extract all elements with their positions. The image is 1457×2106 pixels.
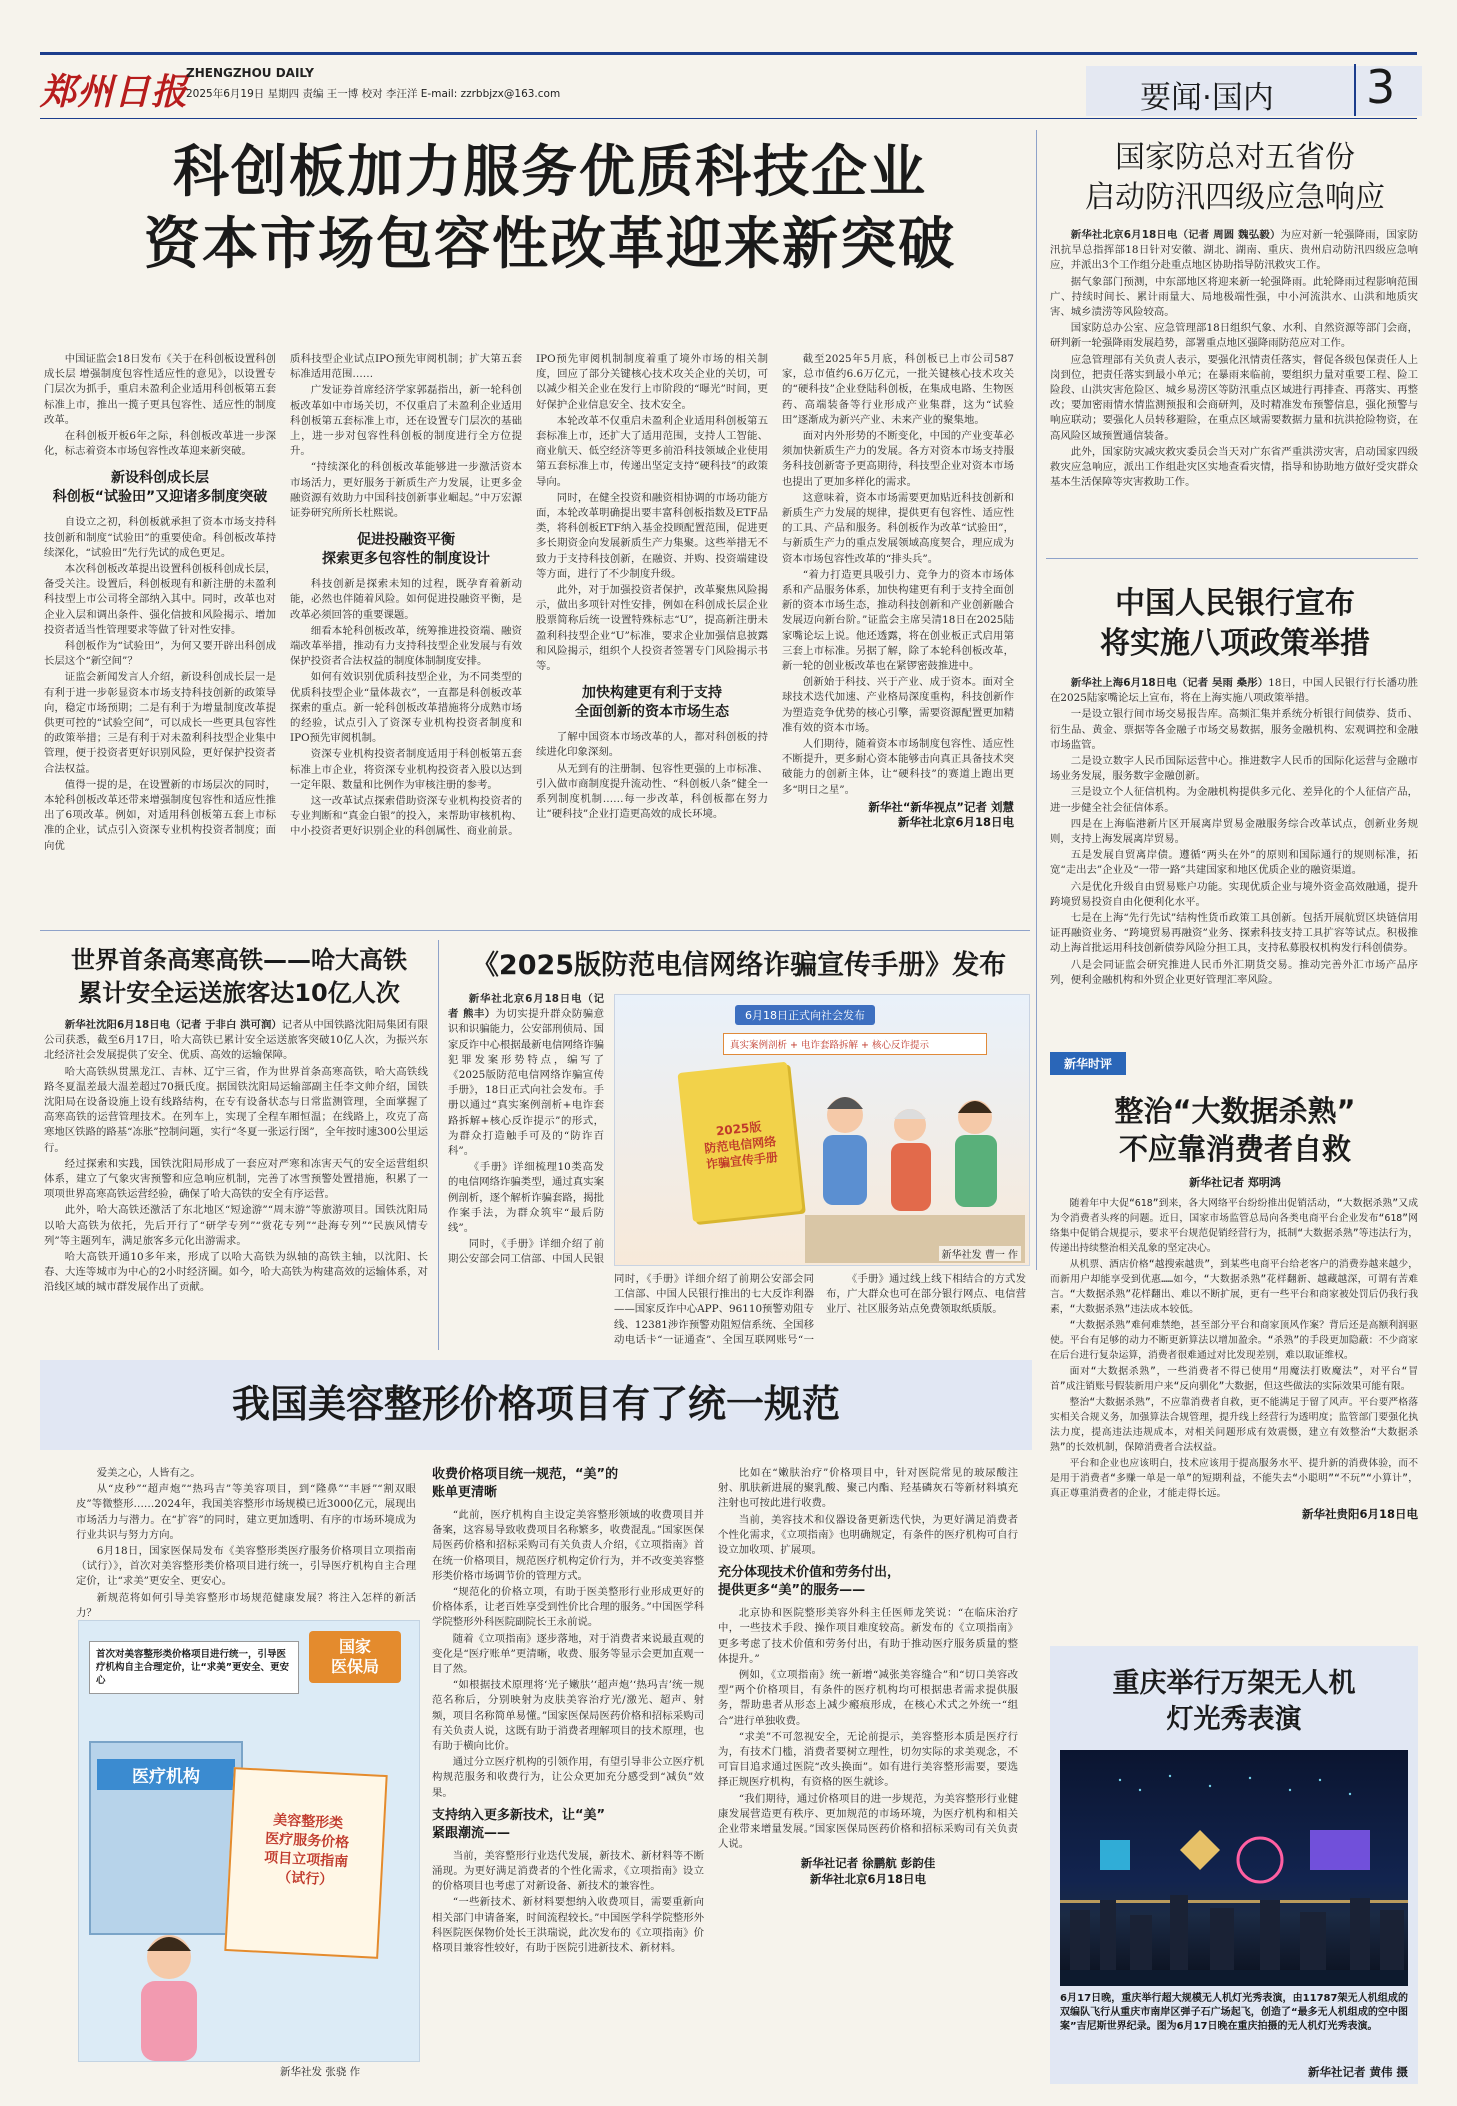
railway-headline-line2: 累计安全运送旅客达10亿人次 [78, 979, 400, 1007]
railway-dateline: 新华社沈阳6月18日电 [64, 1019, 171, 1031]
lead-col2-p1: 质科技型企业试点IPO预先审阅机制；扩大第五套标准适用范围…… [290, 353, 522, 381]
railway-lead-text: 记者从中国铁路沈阳局集团有限公司获悉，截至6月17日，哈大高铁已累计安全运送旅客突破10亿人次，为振兴东北经济社会发展提供了安全、优质、高效的运输保障。 [44, 1019, 428, 1062]
lead-col3-p5: 了解中国资本市场改革的人，都对科创板的持续进化印象深刻。 [536, 731, 768, 759]
lead-headline-line1: 科创板加力服务优质科技企业 [173, 140, 927, 205]
lead-col1-p1: 自设立之初，科创板就承担了资本市场支持科技创新和制度“试验田”的重要使命。科创板改革持续深化，“试验田”先行先试的成色更足。 [44, 516, 276, 559]
beauty-col2-p6: 当前，美容整形行业迭代发展，新技术、新材料等不断涌现。为更好满足消费者的个性化需求，《立项指南》设立的价格项目也考虑了对新设备、新技术的兼容性。 [432, 1849, 704, 1893]
pboc-dateline: 新华社上海6月18日电 [1070, 677, 1177, 689]
beauty-col3-p1: 比如在“嫩肤治疗”价格项目中，针对医院常见的玻尿酸注射、肌肤新进展的聚乳酸、聚己内酯、羟基磷灰石等新材料填充注射也可按此进行收费。 [718, 1467, 1018, 1510]
beauty-intro-p3: 6月18日，国家医保局发布《美容整形类医疗服务价格项目立项指南（试行）》，首次对美容整形类价格项目进行统一，引导医疗机构自主合理定价，让“求美”更安全、更安心。 [76, 1545, 416, 1588]
top-rule [40, 52, 1417, 55]
beauty-col3-p2: 当前，美容技术和仪器设备更新迭代快，为更好满足消费者个性化需求，《立项指南》也明确规定，有条件的医疗机构可自行设立加收项、扩展项。 [718, 1513, 1018, 1557]
railway-divider [438, 940, 439, 1350]
lead-credit-reporter: 新华社“新华视点”记者 刘慧 [868, 799, 1014, 814]
commentary-credit: 新华社贵阳6月18日电 [1301, 1507, 1418, 1521]
commentary-p2: 从机票、酒店价格“越搜索越贵”，到某些电商平台给老客户的消费券越来越少，而新用户却能享受到优惠……如今，“大数据杀熟”花样翻新、越藏越深，可谓有苦难言。“大数据杀熟”花样翻出、难以不断扩展，更有一些平台和商家被处罚后仍我行我素，“大数据杀熟”违法成本较低。 [1050, 1259, 1418, 1315]
flood-bottom-rule [1046, 558, 1418, 559]
railway-p4: 此外，哈大高铁还激活了东北地区“短途游”“周末游”等旅游项目。国铁沈阳局以哈大高铁为依托，先后开行了“研学专列”“赏花专列”“赴海专列”“民族风情专列”等主题列车，满足旅客多元化出游需求。 [44, 1204, 428, 1247]
fraud-illus-banner: 6月18日正式向社会发布 [735, 1005, 875, 1025]
beauty-col3-p6: “我们期待，通过价格项目的进一步规范，为美容整形行业健康发展营造更有秩序、更加规范的市场环境，为医疗机构和相关企业带来增量发展。”国家医保局医药价格和招标采购司有关负责人说。 [718, 1792, 1018, 1851]
beauty-col3-p3: 北京协和医院整形美容外科主任医师龙笑说：“在临床治疗中，一些技术手段、操作项目难度较高。新发布的《立项指南》更多考虑了技术价值和劳务付出，有助于推动医疗服务质量的整体提升。” [718, 1607, 1018, 1665]
beauty-intro [76, 1466, 416, 1622]
beauty-illus-document-title: 美容整形类 医疗服务价格 项目立项指南 （试行） [263, 1812, 350, 1889]
lead-col4-p2: 面对内外形势的不断变化，中国的产业变革必须加快新质生产力的发展。各方对资本市场支持服务科技创新寄予更高期待，科技型企业对资本市场也提出了更加多样化的需求。 [782, 430, 1014, 488]
beauty-intro-p2: 从“皮秒”“超声炮”“热玛吉”等美容项目，到“隆鼻”“丰唇”“割双眼皮”等微整形……2024年，我国美容整形市场规模已近3000亿元，展现出市场活力与潜力。在“扩容”的同时，建立更加透明、有序的市场环境成为行业共识与努力方向。 [76, 1483, 416, 1541]
fraud-illustration [614, 994, 1030, 1266]
pboc-p5: 四是在上海临港新片区开展离岸贸易金融服务综合改革试点，创新业务规则，支持上海发展离岸贸易。 [1050, 817, 1418, 846]
flood-headline-line1: 国家防总对五省份 [1115, 140, 1355, 175]
beauty-col3-p4: 例如，《立项指南》统一新增“减张美容缝合”和“切口美容改型”两个价格项目，有条件的医疗机构均可根据患者需求提供服务，帮助患者从形态上减少瘢痕形成，在核心术式之外统一“组合”进行单独收费。 [718, 1669, 1018, 1727]
flood-lead-text: 为应对新一轮强降雨，国家防汛抗旱总指挥部18日针对安徽、湖北、湖南、重庆、贵州启动防汛四级应急响应，并派出3个工作组分赴重点地区协助指导防汛救灾工作。 [1050, 229, 1419, 272]
flood-p3: 国家防总办公室、应急管理部18日组织气象、水利、自然资源等部门会商，研判新一轮强降雨发展趋势，部署重点地区强降雨防范应对工作。 [1050, 322, 1418, 350]
lead-subhead-1: 新设科创成长层 科创板“试验田”又迎诸多制度突破 [52, 470, 268, 506]
fraud-body-col1 [448, 992, 604, 1268]
column-divider-right [1036, 130, 1037, 1270]
fraud-illus-book [677, 1062, 802, 1223]
beauty-illus-building-label: 医疗机构 [97, 1759, 235, 1790]
lead-col3-p1: IPO预先审阅机制制度着重了境外市场的相关制度，回应了部分关键核心技术攻关企业的关切，可以减少相关企业在发行上市阶段的“曝光”时间，更好保护企业信息安全、技术安全。 [536, 353, 768, 411]
railway-body [44, 1018, 428, 1297]
lead-subhead-2: 促进投融资平衡 探索更多包容性的制度设计 [322, 532, 490, 568]
flood-body [1050, 228, 1418, 491]
flood-p2: 据气象部门预测，中东部地区将迎来新一轮强降雨。此轮降雨过程影响范围广、持续时间长、累计雨量大、局地极端性强，中小河流洪水、山洪和地质灾害、城乡渍涝等风险较高。 [1050, 275, 1418, 319]
beauty-credit-reporters: 新华社记者 徐鹏航 彭韵佳 [800, 1856, 936, 1871]
railway-p2: 哈大高铁纵贯黑龙江、吉林、辽宁三省，作为世界首条高寒高铁，哈大高铁线路冬夏温差最大温差超过70摄氏度。据国铁沈阳局运输部副主任李文帅介绍，国铁沈阳局在设备设施上设有线路结构，在专有设备状态与日常监测管理，全面掌握了高寒高铁的运营管理技术。在列车上，实现了全程车厢恒温；在线路上，攻克了高寒地区铁路的路基“冻胀”控制问题，实行“冬夏一张运行图”，全年按时速300公里运行。 [44, 1065, 428, 1154]
beauty-col2-p4: “如根据技术原理将‘光子嫩肤’‘超声炮’‘热玛吉’统一规范名称后，分别映射为皮肤美容治疗光/激光、超声、射频，项目名称简单易懂。”国家医保局医药价格和招标采购司有关负责人说，这既有助于消费者理解项目的技术原理，也有助于横向比价。 [432, 1679, 704, 1753]
commentary-p1: 随着年中大促“618”到来，各大网络平台纷纷推出促销活动，“大数据杀熟”又成为令消费者头疼的问题。近日，国家市场监管总局向各类电商平台企业发布“618”网络集中促销合规提示，要求平台规范促销经营行为，抵制“大数据杀熟”等违法行为，传递出持续整治相关乱象的坚定决心。 [1050, 1198, 1418, 1254]
lead-col3-p4: 此外，对于加强投资者保护，改革聚焦风险揭示，做出多项针对性安排，例如在科创成长层企业股票简称后统一设置特殊标志“U”，提高新注册未盈利科技型企业“U”标准，要求企业加强信息披露和风险揭示，组织个人投资者签署专门风险揭示书等。 [536, 584, 768, 673]
fraud-dateline: 新华社北京6月18日电 [468, 993, 583, 1005]
lead-col3-p2: 本轮改革不仅重启未盈利企业适用科创板第五套标准上市，还扩大了适用范围，支持人工智能、商业航天、低空经济等更多前沿科技领域企业使用第五套标准上市，传递出坚定支持“硬科技”的政策导向。 [536, 414, 768, 488]
drone-headline-line1: 重庆举行万架无人机 [1112, 1668, 1356, 1699]
lead-col2-p4: 科技创新是探索未知的过程，既孕育着新动能，必然也伴随着风险。如何促进投融资平衡，是改革必须回答的重要课题。 [290, 578, 522, 621]
drone-photo [1060, 1750, 1408, 1986]
fraud-p1 [448, 992, 604, 1159]
pboc-p3: 二是设立数字人民币国际运营中心。推进数字人民币的国际化运营与金融市场业务发展，服务数字金融创新。 [1050, 755, 1418, 783]
fraud-p2: 《手册》详细梳理10类高发的电信网络诈骗类型，通过真实案例剖析，逐个解析诈骗套路，揭批作案手法，为群众筑牢“最后防线”。 [448, 1161, 604, 1235]
lead-col3-p3: 同时，在健全投资和融资相协调的市场功能方面，本轮改革明确提出要丰富科创板指数及ETF品类，将科创板ETF纳入基金投顾配置范围，促进更多长期资金向发展新质生产力集聚。这些举措无不致力于支持科技创新，在融资、并购、投资端建设等方面，进行了不少制度升级。 [536, 491, 768, 580]
lead-credit-dateline: 新华社北京6月18日电 [897, 815, 1014, 830]
beauty-illus-note: 首次对美容整形类价格项目进行统一，引导医疗机构自主合理定价，让“求美”更安全、更安心 [89, 1641, 299, 1694]
lead-col-3 [536, 352, 768, 823]
lead-col1-p2: 本次科创板改革提出设置科创板科创成长层，备受关注。设置后，科创板现有和新注册的未盈利科技型上市公司将全部纳入其中。同时，改革也对企业入层和调出条件、强化信披和风险揭示、增加投资者适当性管理要求等做了针对性安排。 [44, 563, 276, 636]
lead-col-1 [44, 352, 276, 855]
lead-bottom-rule [40, 930, 1030, 931]
fraud-illus-tags: 真实案例剖析 + 电诈套路拆解 + 核心反诈提示 [723, 1033, 987, 1055]
fraud-p3: 同时，《手册》详细介绍了前期公安部会同工信部、中国人民银 [448, 1238, 604, 1266]
pboc-reporters: （记者 吴雨 桑彤） [1176, 677, 1269, 689]
fraud-illus-credit: 新华社发 曹一 作 [939, 1246, 1021, 1261]
pboc-p6: 五是发展自贸离岸债。遵循“两头在外”的原则和国际通行的规则标准，拓宽“走出去”企业及“一带一路”共建国家和地区优质企业的融资渠道。 [1050, 849, 1418, 877]
pboc-headline-line2: 将实施八项政策举措 [1100, 626, 1370, 661]
lead-col2-p8: 这一改革试点探索借助资深专业机构投资者的专业判断和“真金白银”的投入，来帮助审核机构、中小投资者更好识别企业的科创属性、商业前景。 [290, 795, 522, 838]
beauty-intro-p1: 爱美之心，人皆有之。 [96, 1467, 201, 1479]
pboc-p9: 八是会同证监会研究推进人民币外汇期货交易。推动完善外汇市场产品序列，便利金融机构和外贸企业更好管理汇率风险。 [1050, 958, 1418, 986]
lead-col2-p6: 如何有效识别优质科技型企业，为不同类型的优质科技型企业“量体裁衣”，一直都是科创板改革探索的重点。新一轮科创板改革措施将分成熟市场的经验，试点引入了资深专业机构投资者制度和IPO预先审阅机制。 [290, 671, 522, 745]
page-number-divider [1354, 64, 1356, 116]
pboc-lead-text: 18日，中国人民银行行长潘功胜在2025陆家嘴论坛上宣布，将在上海实施八项政策举措。 [1050, 677, 1418, 705]
beauty-col2-p2: “规范化的价格立项，有助于医美整形行业形成更好的价格体系，让老百姓享受到性价比合理的服务。”中国医学科学院整形外科医院副院长王永前说。 [432, 1586, 704, 1629]
railway-p5: 哈大高铁开通10多年来，形成了以哈大高铁为纵轴的高铁主轴，以沈阳、长春、大连等城市为中心的2小时经济圈。如今，哈大高铁为构建高效的运输体系，对沿线区域的城市群发展作出了贡献。 [44, 1251, 428, 1294]
lead-col-2 [290, 352, 522, 841]
commentary-tag: 新华时评 [1050, 1052, 1126, 1075]
lead-col2-p5: 细看本轮科创板改革，统筹推进投资端、融资端改革举措，推动有力支持科技型企业发展与有效保护投资者合法权益的制度体制制度安排。 [290, 624, 522, 668]
railway-p3: 经过探索和实践，国铁沈阳局形成了一套应对严寒和冻害天气的安全运营组织体系，建立了气象灾害预警和应急响应机制，完善了冰雪预警处置措施，积累了一项项世界高寒高铁运营经验，确保了哈大高铁的安全有序运营。 [44, 1157, 428, 1201]
pboc-p4: 三是设立个人征信机构。为金融机构提供多元化、差异化的个人征信产品，进一步健全社会征信体系。 [1050, 786, 1418, 814]
lead-col2-p3: “持续深化的科创板改革能够进一步激活资本市场活力，更好服务于新质生产力发展，让更多金融资源有效助力中国科技创新事业崛起。”中万宏源证券研究所所长杜熙说。 [290, 461, 522, 520]
masthead-dateline: 2025年6月19日 星期四 责编 王一博 校对 李汪洋 E-mail: zzrbbjzx@163.com [186, 88, 561, 100]
railway-p1 [44, 1018, 428, 1064]
flood-reporters: （记者 周圆 魏弘毅） [1177, 229, 1281, 241]
drone-headline-line2: 灯光秀表演 [1166, 1704, 1302, 1735]
commentary-headline-line2: 不应靠消费者自救 [1118, 1132, 1351, 1166]
beauty-illus-sign: 国家 医保局 [309, 1631, 401, 1683]
fraud-p3-cont: 同时，《手册》详细介绍了前期公安部会同工信部、中国人民银行推出的七大反诈利器——国家反诈中心APP、96110预警劝阻专线、12381涉诈预警劝阻短信系统、全国移动电话卡“一证通查”、全国互联网账号“一 [614, 1273, 814, 1346]
lead-col3-p6: 从无到有的注册制、包容性更强的上市标准、引入做市商制度提升流动性、“科创板八条”健全一系列制度机制……每一步改革，科创板都在努力让“硬科技”企业打造更高效的成长环境。 [536, 762, 768, 821]
beauty-illus-building [89, 1741, 243, 1935]
pboc-headline-line1: 中国人民银行宣布 [1115, 586, 1355, 621]
pboc-p8: 七是在上海“先行先试”结构性货币政策工具创新。包括开展航贸区块链信用证再融资业务、“跨境贸易再融资”业务、探索科技支持工具扩容等试点。积极推动上海首批运用科技创新债券风险分担工具，支持私募股权机构发行科创债券。 [1050, 912, 1418, 955]
lead-intro-p1: 中国证监会18日发布《关于在科创板设置科创成长层 增强制度包容性适应性的意见》，以设置专门层次为抓手，重启未盈利企业适用科创板第五套标准上市，推出一揽子更具包容性、适应性的制度改革。 [44, 353, 276, 426]
commentary-p6: 平台和企业也应该明白，技术应该用于提高服务水平、提升新的消费体验，而不是用于消费者“多赚一单是一单”的短期利益，不能失去“小聪明”“不玩”“小算计”，真正尊重消费者的企业，才能走得长远。 [1050, 1458, 1418, 1499]
beauty-credit-dateline: 新华社北京6月18日电 [809, 1871, 926, 1886]
lead-col4-p6: 人们期待，随着资本市场制度包容性、适应性不断提升，更多耐心资本能够击向真正具备技术突破能力的创新主体，让“硬科技”的赛道上跑出更多“明日之星”。 [782, 738, 1014, 796]
fraud-illus-book-title: 2025版 防范电信网络 诈骗宣传手册 [703, 1119, 779, 1172]
beauty-col3-p5: “求美”不可忽视安全，无论前提示，美容整形本质是医疗行为，有技术门槛，消费者要树立理性，切勿实际的求美观念，不可盲目追求通过医院“改头换面”。如有进行美容整形需要，要选择正规医疗机构，有资格的医生就诊。 [718, 1730, 1018, 1789]
beauty-intro-p4: 新规范将如何引导美容整形市场规范健康发展？将注入怎样的新活力？ [76, 1591, 416, 1619]
page-number: 3 [1366, 60, 1396, 114]
drone-credit: 新华社记者 黄伟 摄 [1307, 2065, 1408, 2079]
beauty-illus-person [99, 1921, 239, 2061]
flood-p5: 此外，国家防灾减灾救灾委员会当天对广东省严重洪涝灾害，启动国家四级救灾应急响应，派出工作组赴灾区实地查看灾情，指导和协助地方做好受灾群众基本生活保障等灾害救助工作。 [1050, 445, 1418, 489]
lead-col1-p5: 值得一提的是，在设置新的市场层次的同时，本轮科创板改革还带来增强制度包容性和适应性推出了6项改革。例如，对适用科创板第五套上市标准的企业，试点引入资深专业机构投资者制度；面向优 [44, 778, 276, 852]
fraud-body-bottom-1 [614, 1272, 814, 1349]
beauty-col2-p7: “一些新技术、新材料要想纳入收费项目，需要重新向相关部门申请备案，时间流程较长。”中国医学科学院整形外科医院医保物价处长王洪瑞说，此次发布的《立项指南》价格项目兼容性较好，有助于医院引进新技术、新材料。 [432, 1896, 704, 1955]
beauty-col2-p5: 通过分立医疗机构的引领作用，有望引导非公立医疗机构规范服务和收费行为，让公众更加充分感受到“减负”效果。 [432, 1756, 704, 1799]
flood-dateline: 新华社北京6月18日电 [1070, 229, 1178, 241]
lead-col-4 [782, 352, 1014, 830]
pboc-p7: 六是优化升级自由贸易账户功能。实现优质企业与境外资金高效融通，提升跨境贸易投资自由化便利化水平。 [1050, 880, 1418, 908]
beauty-subhead-1: 收费价格项目统一规范，“美”的 账单更清晰 [432, 1467, 619, 1500]
beauty-subhead-2: 支持纳入更多新技术，让“美” 紧跟潮流—— [432, 1807, 606, 1841]
beauty-col-3 [718, 1466, 1018, 1887]
lead-col2-p2: 广发证券首席经济学家郭磊指出，新一轮科创板改革如中市场关切，不仅重启了未盈利企业适用科创板第五套标准上市，还在设置专门层次的基础上，进一步对包容性科创板的制度进行全方位提升。 [290, 384, 522, 458]
railway-headline-line1: 世界首条高寒高铁——哈大高铁 [71, 946, 407, 974]
lead-col4-p1: 截至2025年5月底，科创板已上市公司587家，总市值约6.6万亿元，一批关键核心技术攻关的“硬科技”企业登陆科创板，在集成电路、生物医药、高端装备等行业形成产业集群，这为“试验田”逐渐成为新兴产业、未来产业的聚集地。 [782, 353, 1014, 426]
lead-col2-p7: 资深专业机构投资者制度适用于科创板第五套标准上市企业，将资深专业机构投资者入股以达到一定年限、数量和比例作为审核注册的参考。 [290, 748, 522, 791]
fraud-lead-text: 为切实提升群众防骗意识和识骗能力，公安部刑侦局、国家反诈中心根据最新电信网络诈骗犯罪发案形势特点，编写了《2025版防范电信网络诈骗宣传手册》，18日正式向社会发布。手册以通过“真实案例剖析+电诈套路拆解+核心反诈提示”的形式，为群众打造触手可及的“防诈百科”。 [448, 1008, 604, 1158]
commentary-body [1050, 1196, 1418, 1522]
beauty-col2-p3: 随着《立项指南》逐步落地，对于消费者来说最直观的变化是“医疗账单”更清晰，收费、服务等显示会更加直观一目了然。 [432, 1632, 704, 1676]
drone-photo-scene [1060, 1750, 1408, 1986]
lead-col4-p5: 创新始于科技、兴于产业、成于资本。面对全球技术迭代加速、产业格局深度重构，科技创新作为塑造竞争优势的核心引擎，需要资源配置更加精准有效的资本市场。 [782, 676, 1014, 734]
commentary-p4: 面对“大数据杀熟”，一些消费者不得已使用“用魔法打败魔法”，对平台“冒首”成注销账号假装新用户来“反向驯化”大数据，但这些做法的实际效果可能有限。 [1050, 1366, 1418, 1392]
lead-col1-p4: 证监会新闻发言人介绍，新设科创成长层一是有利于进一步彰显资本市场支持科技创新的政策导向，稳定市场预期；二是有利于为增量制度改革提供更可控的“试验空间”，可以成长一些更具包容性的政策举措；三是有利于对未盈利科技型企业集中管理，便于投资者更好识别风险，更好保护投资者合法权益。 [44, 671, 276, 775]
fraud-illus-people [805, 1075, 1025, 1263]
beauty-col2-p1: “此前，医疗机构自主设定美容整形领域的收费项目并备案，这容易导致收费项目名称繁多，收费混乱。”国家医保局医药价格和招标采购司有关负责人介绍，《立项指南》首在统一价格项目，规范医疗机构定价行为，并不改变美容整形类价格市场调节价的管理方式。 [432, 1509, 704, 1582]
beauty-headline: 我国美容整形价格项目有了统一规范 [231, 1382, 840, 1426]
pboc-p2: 一是设立银行间市场交易报告库。高频汇集并系统分析银行间债券、货币、衍生品、黄金、票据等各金融子市场交易数据，服务金融机构、宏观调控和金融市场监管。 [1050, 708, 1418, 751]
pboc-p1 [1050, 676, 1418, 706]
beauty-illus-credit: 新华社发 张骁 作 [280, 2066, 361, 2078]
fraud-headline: 《2025版防范电信网络诈骗宣传手册》发布 [471, 950, 1007, 981]
fraud-reporters: （记者 熊丰） [448, 993, 604, 1021]
fraud-body-bottom-2 [826, 1272, 1026, 1319]
flood-headline-line2: 启动防汛四级应急响应 [1085, 180, 1385, 215]
lead-col1-p3: 科创板作为“试验田”，为何又要开辟出科创成长层这个“新空间”？ [44, 640, 276, 668]
lead-col4-p3: 这意味着，资本市场需要更加贴近科技创新和新质生产力发展的规律，提供更有包容性、适应性的工具、产品和服务。科创板作为改革“试验田”，与新质生产力的重点发展领域高度契合，理应成为资本市场包容性改革的“排头兵”。 [782, 491, 1014, 565]
lead-headline-line2: 资本市场包容性改革迎来新突破 [144, 212, 956, 277]
masthead-english: ZHENGZHOU DAILY [186, 66, 314, 80]
beauty-illustration [78, 1620, 420, 2062]
commentary-p3: “大数据杀熟”难何难禁绝，甚至部分平台和商家顶风作案？背后还是高额利润驱使。平台有足够的动力不断更新算法以增加盈余。“杀熟”的手段更加隐蔽：不少商家在后台进行复杂运算，消费者很难通过对比发现差别，难以取证维权。 [1050, 1320, 1418, 1361]
flood-p1 [1050, 228, 1418, 274]
flood-p4: 应急管理部有关负责人表示，要强化汛情责任落实，督促各级包保责任人上岗到位，把责任落实到最小单元；在暴雨来临前，要组织力量对重要工程、险工险段、山洪灾害危险区、城乡易涝区等防汛重点区域进行再排查、再落实、再整改；要加密雨情水情监测预报和会商研判，及时精准发布预警信息，强化预警与响应联动；要强化人员转移避险，在重点区域需要数据力量和抗洪抢险物资，在高风险区域预置通信装备。 [1050, 353, 1418, 442]
section-title: 要闻·国内 [1140, 80, 1274, 116]
commentary-author: 新华社记者 郑明鸿 [1189, 1176, 1281, 1189]
railway-reporters: （记者 于非白 洪可润） [170, 1019, 282, 1031]
masthead-bottom-rule [40, 118, 1417, 119]
beauty-illus-document [224, 1767, 387, 1959]
lead-col4-p4: “着力打造更具吸引力、竞争力的资本市场体系和产品服务体系，加快构建更有利于支持全面创新的资本市场生态，推动科技创新和产业创新融合发展迈向新台阶。”证监会主席吴清18日在2025陆家嘴论坛上说。他还透露，将在创业板正式启用第三套上市标准。另据了解，除了本轮科创板改革，新一轮的创业板改革也在紧锣密鼓推进中。 [782, 568, 1014, 673]
fraud-p4: 《手册》通过线上线下相结合的方式发布，广大群众也可在部分银行网点、电信营业厅、社区服务站点免费领取纸质版。 [826, 1273, 1026, 1316]
masthead-logo: 郑州日报 [40, 71, 189, 113]
commentary-p5: 整治“大数据杀熟”，不应靠消费者自救，更不能满足于留了风声。平台要严格落实相关合规义务，加强算法合规管理，提升线上经营行为透明度；监管部门要强化执法力度，提高违法违规成本，对相关问题形成有效震慑，建立有效整治“大数据杀熟”的长效机制，保障消费者合法权益。 [1050, 1397, 1418, 1453]
lead-intro-p2: 在科创板开板6年之际，科创板改革进一步深化，标志着资本市场包容性改革迎来新突破。 [44, 430, 276, 458]
drone-caption: 6月17日晚，重庆举行超大规模无人机灯光秀表演，由11787架无人机组成的双编队飞行从重庆市南岸区弹子石广场起飞，创造了“最多无人机组成的空中图案”吉尼斯世界纪录。图为6月17日晚在重庆拍摄的无人机灯光秀表演。 [1060, 1993, 1408, 2032]
beauty-col-2 [432, 1466, 704, 1957]
commentary-headline-line1: 整治“大数据杀熟” [1114, 1094, 1356, 1128]
lead-subhead-3: 加快构建更有利于支持 全面创新的资本市场生态 [575, 685, 729, 721]
pboc-body [1050, 676, 1418, 989]
beauty-subhead-3: 充分体现技术价值和劳务付出， 提供更多“美”的服务—— [718, 1565, 901, 1599]
